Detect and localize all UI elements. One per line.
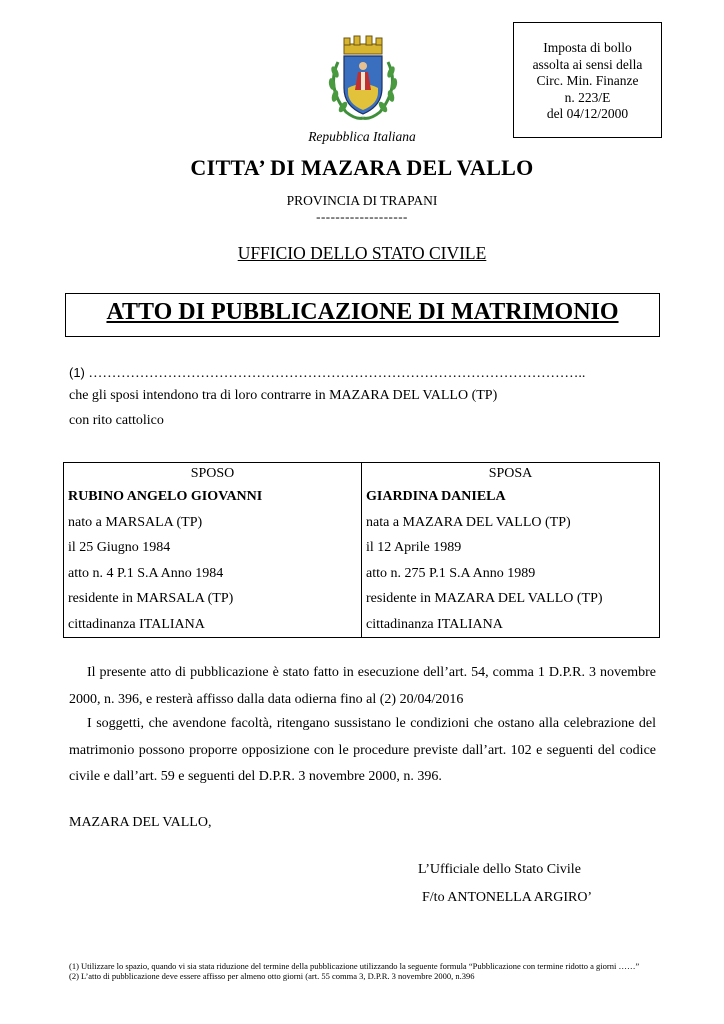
body-paragraph-1: Il presente atto di pubblicazione è stato fatto in esecuzione dell’art. 54, comma 1 D.P.R. 3 novembre 2000, n. 396, e resterà affisso dalla data odierna fino al (2) 20/04/2016 <box>69 665 656 707</box>
signer-name: F/to ANTONELLA ARGIRO’ <box>422 890 593 905</box>
bride-residence: residente in MAZARA DEL VALLO (TP) <box>366 591 603 606</box>
stamp-line: n. 223/E <box>564 89 611 105</box>
groom-header: SPOSO <box>190 466 235 481</box>
stamp-line: assolta ai sensi della <box>532 56 643 72</box>
signer-title: L’Ufficiale dello Stato Civile <box>418 862 581 877</box>
intro-line-1 <box>69 365 585 382</box>
intro-line-3: con rito cattolico <box>69 413 164 428</box>
footnote-mark-1: (1) <box>69 365 85 380</box>
stamp-line: Imposta di bollo <box>543 40 632 55</box>
bride-act: atto n. 275 P.1 S.A Anno 1989 <box>366 565 536 581</box>
document-title-box <box>65 293 660 337</box>
groom-act: atto n. 4 P.1 S.A Anno 1984 <box>68 565 224 581</box>
bride-name: GIARDINA DANIELA <box>366 489 506 504</box>
coat-of-arms-emblem <box>318 32 408 124</box>
bride-citizenship: cittadinanza ITALIANA <box>366 616 503 632</box>
province-subtitle: PROVINCIA DI TRAPANI <box>286 193 438 208</box>
intro-line-2: che gli sposi intendono tra di loro contrarre in MAZARA DEL VALLO (TP) <box>69 388 498 403</box>
stamp-line: Circ. Min. Finanze <box>536 73 639 88</box>
dash-separator: ------------------- <box>316 209 408 224</box>
office-heading: UFFICIO DELLO STATO CIVILE <box>237 243 487 263</box>
document-title: ATTO DI PUBBLICAZIONE DI MATRIMONIO <box>106 299 619 325</box>
groom-name: RUBINO ANGELO GIOVANNI <box>68 489 263 504</box>
bride-birthdate: il 12 Aprile 1989 <box>366 540 462 555</box>
footnote-1: (1) Utilizzare lo spazio, quando vi sia stata riduzione del termine della pubblicazione utilizzando la seguente formula “Pubblicazione con termine ridotto a giorni ……” <box>69 961 640 971</box>
blank-dots: …………………………………………………………………………………………….. <box>88 366 586 381</box>
stamp-duty-box <box>513 22 662 138</box>
spouses-table <box>63 462 660 638</box>
place-line: MAZARA DEL VALLO, <box>69 815 212 830</box>
groom-column <box>64 463 362 638</box>
bride-header: SPOSA <box>488 466 533 481</box>
bride-birthplace: nata a MAZARA DEL VALLO (TP) <box>366 514 571 530</box>
groom-citizenship: cittadinanza ITALIANA <box>68 616 205 632</box>
body-paragraph-2: I soggetti, che avendone facoltà, ritengano sussistano le condizioni che ostano alla celebrazione del matrimonio possono proporre opposizione con le procedure previste dall’art. 102 e seguenti del codice civile e dall’art. 59 e seguenti del D.P.R. 3 novembre 2000, n. 396. <box>69 716 656 784</box>
bride-column <box>362 463 660 638</box>
republic-caption: Repubblica Italiana <box>308 129 416 144</box>
groom-birthdate: il 25 Giugno 1984 <box>68 540 171 555</box>
groom-residence: residente in MARSALA (TP) <box>68 591 234 606</box>
stamp-line: del 04/12/2000 <box>546 106 629 121</box>
city-title: CITTA’ DI MAZARA DEL VALLO <box>190 155 534 180</box>
footnote-2: (2) L’atto di pubblicazione deve essere affisso per almeno otto giorni (art. 55 comma 3, D.P.R. 3 novembre 2000, n.396 <box>69 971 475 981</box>
groom-birthplace: nato a MARSALA (TP) <box>68 514 203 530</box>
